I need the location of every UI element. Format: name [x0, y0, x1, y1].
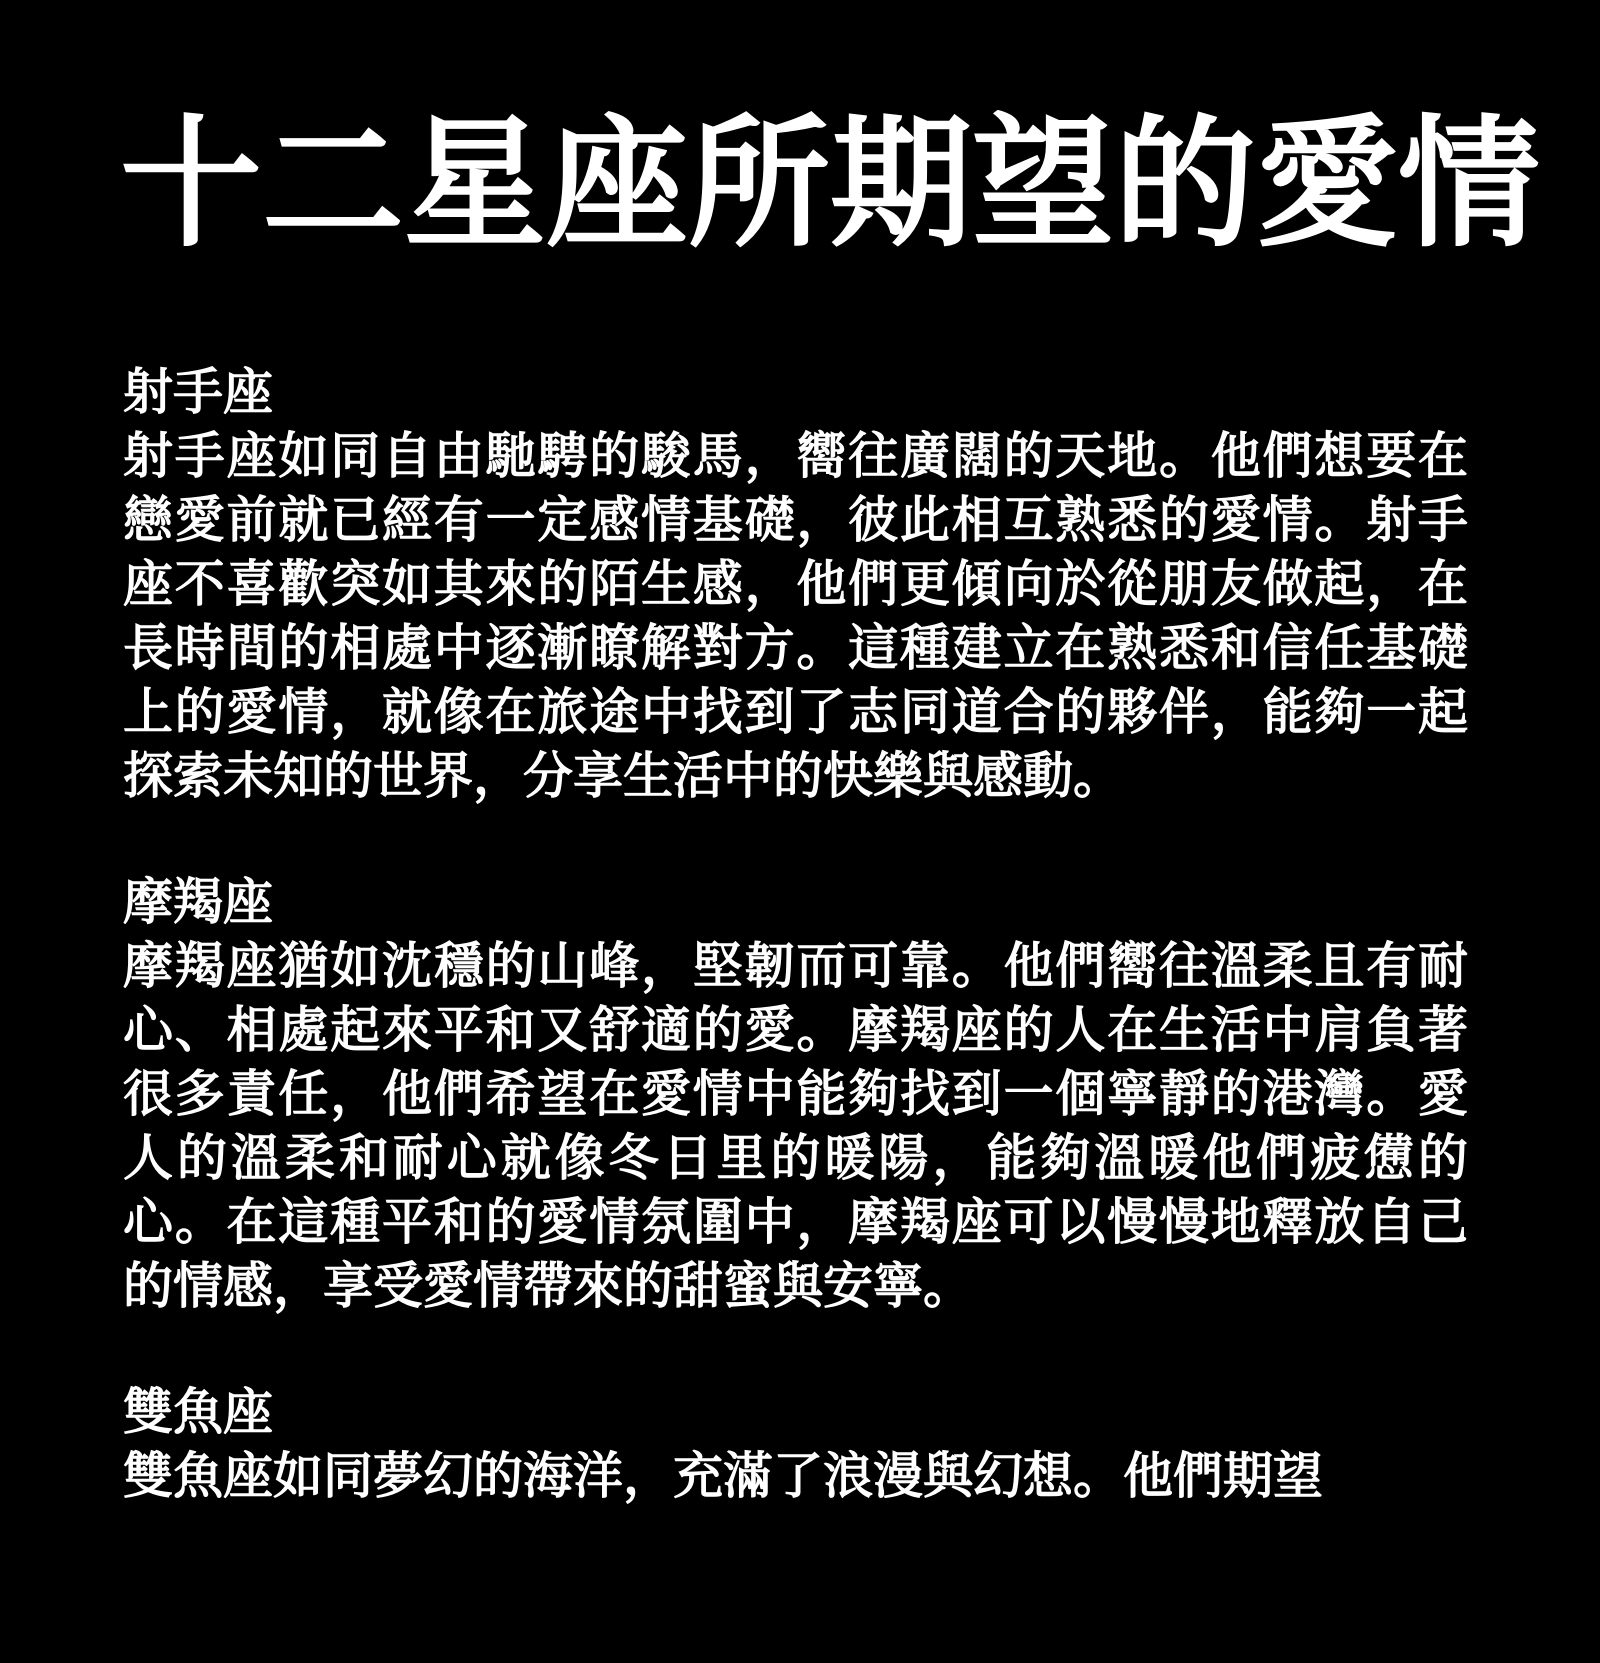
section-body: 雙魚座如同夢幻的海洋，充滿了浪漫與幻想。他們期望: [123, 1447, 1323, 1505]
section-heading: 射手座: [123, 363, 273, 421]
section-body: 摩羯座猶如沈穩的山峰，堅韌而可靠。他們嚮往溫柔且有耐心、相處起來平和又舒適的愛。摩羯座的人在生活中肩負著很多責任，他們希望在愛情中能夠找到一個寧靜的港灣。愛人的溫柔和耐心就像冬日里的暖陽，能夠溫暖他們疲憊的心。在這種平和的愛情氛圍中，摩羯座可以慢慢地釋放自己的情感，享受愛情帶來的甜蜜與安寧。: [123, 937, 1468, 1315]
section-heading: 雙魚座: [123, 1383, 273, 1441]
section-heading: 摩羯座: [123, 873, 273, 931]
section-sagittarius: [123, 360, 1468, 808]
section-body: 射手座如同自由馳騁的駿馬，嚮往廣闊的天地。他們想要在戀愛前就已經有一定感情基礎，彼此相互熟悉的愛情。射手座不喜歡突如其來的陌生感，他們更傾向於從朋友做起，在長時間的相處中逐漸瞭解對方。這種建立在熟悉和信任基礎上的愛情，就像在旅途中找到了志同道合的夥伴，能夠一起探索未知的世界，分享生活中的快樂與感動。: [123, 427, 1468, 805]
section-capricorn: [123, 870, 1468, 1318]
article-content: [123, 360, 1468, 1570]
page-title: 十二星座所期望的愛情: [120, 102, 1540, 267]
section-pisces: [123, 1380, 1468, 1508]
